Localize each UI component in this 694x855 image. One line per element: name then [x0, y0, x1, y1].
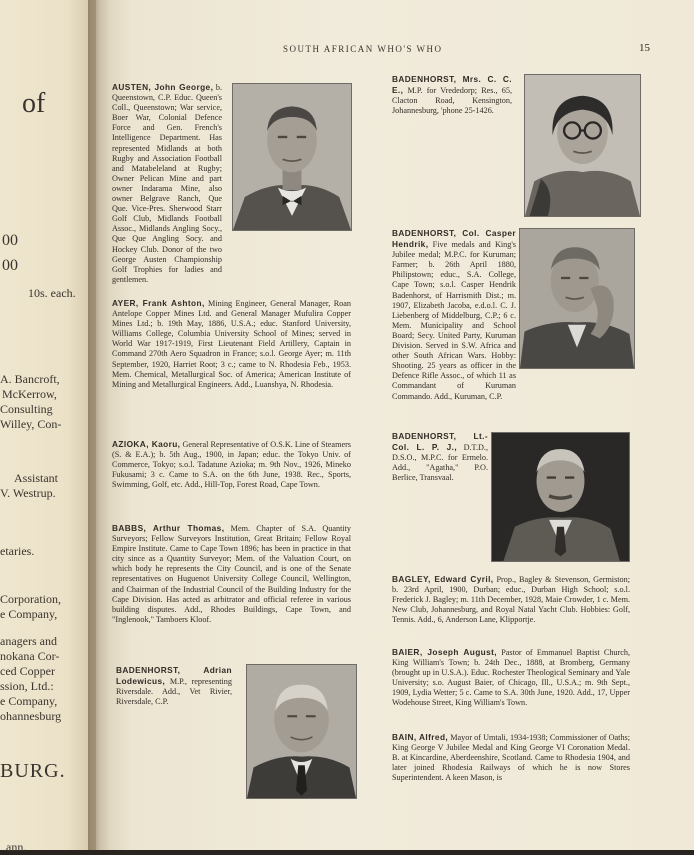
- entry-body: Pastor of Emmanuel Baptist Church, King William's Town; b. 24th Dec., 1888, at Bromberg, Germany (brought up in U.S.A.). Educ. Rochester Theological Seminary and Yale University; s.o. August Baier, of Chicago, Ill., U.S.A.; m. 9th Sept., 1909, Lydia Wetter; 5 c. Came to S.A. 30th June, 1920. Add., 17, Upper Wodehouse Street, King William's Town.: [392, 648, 631, 708]
- left-page-fragment: etaries.: [0, 544, 35, 558]
- left-page-fragment: BURG.: [0, 760, 66, 782]
- entry-babbs: [112, 523, 351, 625]
- left-page-fragment: nokana Cor-: [0, 649, 60, 663]
- left-page-fragment: anagers and: [0, 634, 57, 648]
- left-page-fragment: McKerrow,: [2, 387, 57, 401]
- entry-body: Mayor of Umtali, 1934-1938; Commissioner of Oaths; King George V Jubilee Medal and King George VI Coronation Medal. B. at Kincardine, Aberdeenshire, Scotland. Came to Rhodesia 1904, and later joined Rhodesia Railways of which he is now Stores Superintendent. A keen Mason, is: [392, 733, 630, 783]
- entry-name: BAGLEY, Edward Cyril,: [392, 574, 494, 584]
- austen-portrait: [232, 83, 352, 231]
- left-page-fragment: ssion, Ltd.:: [0, 679, 54, 693]
- portrait-woman-glasses: [525, 75, 640, 216]
- entry-name: AZIOKA, Kaoru,: [112, 439, 181, 449]
- badenhorst-col-portrait: [519, 228, 635, 369]
- portrait-man-bowtie: [233, 84, 351, 230]
- entry-body: Mining Engineer, General Manager, Roan Antelope Copper Mines Ltd. and General Manager Mufulira Copper Mines Ltd.; b. 19th May, 1886, U.S.A.; educ. Stanford University, Williams College, Columbia University School of Mines; served in World War 1917-1919, First Lieutenant Field Artillery, Captain in Command 270th Aero Squadron in France; s.o.l. George Ayer; m. 11th September, 1920, Harriet Root; 3 c.; came to N. Rhodesia Feb., 1953. Mem. Chemical, Metallurgical Soc. of America; American Institute of Mining and Metallurgical Engineers. Add., Luanshya, N. Rhodesia.: [112, 299, 351, 389]
- running-header: SOUTH AFRICAN WHO'S WHO: [283, 44, 443, 54]
- entry-name: AUSTEN, John George,: [112, 82, 214, 92]
- entry-name: AYER, Frank Ashton,: [112, 298, 205, 308]
- left-page-fragment: e Company,: [0, 694, 58, 708]
- entry-name: BAIN, Alfred,: [392, 732, 449, 742]
- portrait-man-hand-on-face: [520, 229, 634, 368]
- entry-body: M.P. for Vrededorp; Res., 65, Clacton Road, Kensington, Johannesburg, 'phone 25-1426.: [392, 86, 512, 116]
- left-page-fragment: Corporation,: [0, 592, 61, 606]
- badenhorst-adrian-portrait: [246, 664, 357, 799]
- entry-name: BAIER, Joseph August,: [392, 647, 498, 657]
- book-gutter: [88, 0, 110, 850]
- left-page-fragment: ann.: [6, 840, 27, 854]
- left-page-fragment: e Company,: [0, 607, 58, 621]
- entry-badenhorst-adrian: [116, 665, 232, 707]
- entry-body: M.P., representing Riversdale. Add., Vet Rivier, Riversdale, C.P.: [116, 677, 232, 707]
- left-page-fragment: ohannesburg: [0, 709, 62, 723]
- left-page-fragment: of: [22, 88, 46, 119]
- entry-body: Five medals and King's Jubilee medal; M.P.C. for Kuruman; Farmer; b. 26th April 1880, Philipstown; educ., S.A. College, Cape Town; s.o.l. Casper Hendrik Badenhorst, of Harrismith Dist.; m. 1907, Elizabeth Jacoba, e.d.o.l. C. J. Liebenberg of Middelburg, C.P.; 6 c. Mem. Municipality and School Board; Secy. United Party, Kuruman Division. Served in S.W. Africa and other South African Wars. Hobby: Shooting. 25 years as officer in the Defence Rifle Assoc., of which 11 as Commandant of Kuruman Commando. Add., Kuruman, C.P.: [392, 240, 516, 401]
- badenhorst-lt-portrait: [491, 432, 630, 562]
- entry-name: BADENHORST, Lt.-Col. L. P. J.,: [392, 431, 488, 453]
- badenhorst-mrs-portrait: [524, 74, 641, 217]
- left-page-fragment: Assistant: [14, 471, 59, 485]
- entry-baier: [392, 647, 630, 709]
- entry-body: Mem. Chapter of S.A. Quantity Surveyors; Fellow Surveyors Institution, Great Britain; Fellow Royal Empire Institute. Came to Cape Town 1896; has been in practice in that city since as a Quantity Surveyor; Mem. of the Valuation Court, on which body he represents the City Council, and is one of the Senate representatives on Huguenot University College Council, Wellington, and Chairman of the Industrial Council of the Building Industry for the Cape Division. Has acted as arbitrator and official referee in various building disputes. Add., Rhodes Buildings, Cape Town, and "Inglenook," Tamboers Kloof.: [112, 524, 351, 624]
- entry-austen: [112, 82, 222, 285]
- entry-name: BADENHORST, Col. Casper Hendrik,: [392, 228, 516, 250]
- portrait-older-man: [247, 665, 356, 798]
- entry-name: BADENHORST, Adrian Lodewicus,: [116, 665, 232, 687]
- entry-name: BADENHORST, Mrs. C. C. E.,: [392, 74, 512, 96]
- left-page-fragment: 10s. each.: [28, 286, 76, 300]
- entry-name: BABBS, Arthur Thomas,: [112, 523, 225, 533]
- left-page-fragment: 00: [2, 257, 18, 274]
- entry-body: General Representative of O.S.K. Line of Steamers (S. & E.A.); b. 5th Aug., 1900, in Japan; educ. the Tokyo Univ. of Commerce, Tokyo; s.o.l. Tadatune Azioka; m. 9th Nov., 1926, Mineko Fukusami; 3 c. Came to S.A. on the 6th June, 1938. Rec., Sports, Swimming, Golf, etc. Add., Hill-Top, Forest Road, Cape Town.: [112, 440, 351, 490]
- entry-badenhorst-mrs: [392, 74, 512, 116]
- entry-bain: [392, 732, 630, 783]
- entry-body: D.T.D., D.S.O., M.P.C. for Ermelo. Add., "Agatha," P.O. Berlice, Transvaal.: [392, 443, 488, 483]
- left-page-fragment: ced Copper: [0, 664, 55, 678]
- left-page-fragment: Consulting: [0, 402, 53, 416]
- left-page-fragment: A. Bancroft,: [0, 372, 60, 386]
- entry-body: b. Queenstown, C.P. Educ. Queen's Coll., Queenstown; War service, Boer War, Colonial Defence Force and Gen. French's Intelligence Department. Has represented Midlands at both Rugby and Association Football and Matabeleland at Rugby; Owner Pelican Mine and part owner Indarama Mine, also owner Belgrave Ranch, Que Que. Vice-Pres. Sherwood Starr Golf Club, Midlands Football Assoc., Midlands Angling Socy., Que Que Angling Socy. and Hockey Club. Donor of the two George Austen Championship Golf Trophies for ladies and gentlemen.: [112, 83, 223, 284]
- entry-ayer: [112, 298, 351, 390]
- entry-body: Prop., Bagley & Stevenson, Germiston; b. 23rd April, 1900, Durban; educ., Durban High School; s.o.l. Frederick J. Bagley; m. 11th December, 1928, Maie Crowder, 1 c. Mem. New Club, Johannesburg, and Royal Natal Yacht Club. Hobbies: Golf, Tennis. Add., 6, Anderson Lane, Klipportje.: [392, 575, 631, 625]
- page-number: 15: [639, 42, 650, 54]
- portrait-man-uniform: [492, 433, 629, 561]
- entry-badenhorst-lt: [392, 431, 488, 483]
- entry-bagley: [392, 574, 630, 625]
- entry-azioka: [112, 439, 351, 490]
- left-page-fragment: Willey, Con-: [0, 417, 62, 431]
- entry-badenhorst-col: [392, 228, 516, 402]
- left-page-fragment: V. Westrup.: [0, 486, 56, 500]
- left-page-fragment: 00: [2, 232, 18, 249]
